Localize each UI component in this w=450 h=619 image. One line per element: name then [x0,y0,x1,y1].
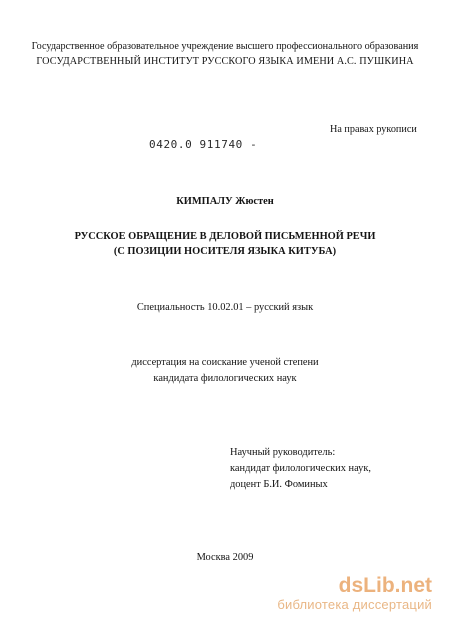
degree-line-2: кандидата филологических наук [153,373,297,384]
degree-line-1: диссертация на соискание ученой степени [131,357,319,368]
supervisor-block [230,445,371,493]
dissertation-title-line-2: (С ПОЗИЦИИ НОСИТЕЛЯ ЯЗЫКА КИТУБА) [113,246,337,257]
dissertation-title-line-1: РУССКОЕ ОБРАЩЕНИЕ В ДЕЛОВОЙ ПИСЬМЕННОЙ РЕЧИ [74,231,376,242]
rights-label: На правах рукописи [330,124,417,135]
author-name: КИМПАЛУ Жюстен [176,196,274,207]
specialty: Специальность 10.02.01 – русский язык [136,302,314,313]
institution-line-1: Государственное образовательное учреждение высшего профессионального образования [31,41,419,52]
institution-line-2: ГОСУДАРСТВЕННЫЙ ИНСТИТУТ РУССКОГО ЯЗЫКА ИМЕНИ А.С. ПУШКИНА [36,56,414,67]
registration-stamp: 0420.0 911740 - [149,138,258,151]
dslib-watermark [277,575,432,613]
supervisor-label: Научный руководитель: [230,447,336,458]
watermark-subtitle: библиотека диссертаций [277,597,432,612]
city-year: Москва 2009 [196,552,254,563]
supervisor-degree: кандидат филологических наук, [230,463,372,474]
supervisor-name: доцент Б.И. Фоминых [230,479,328,490]
watermark-logo: dsLib.net [338,574,432,597]
